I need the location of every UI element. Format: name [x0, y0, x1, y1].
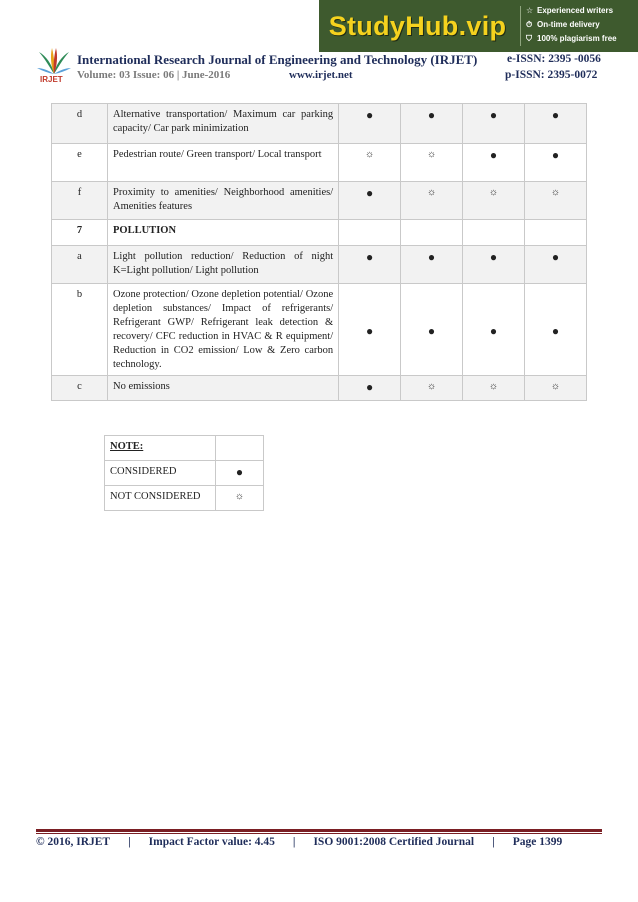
row-id: e	[52, 144, 108, 182]
considered-dot: ●	[365, 108, 374, 122]
table-row	[52, 144, 587, 182]
mark-cell	[463, 144, 525, 182]
ad-divider	[520, 6, 521, 46]
considered-dot: ●	[489, 250, 498, 264]
considered-dot: ●	[551, 250, 560, 264]
page-number: Page 1399	[512, 836, 563, 848]
footer-rule-thin	[36, 833, 602, 834]
considered-dot: ●	[489, 148, 498, 162]
footer-separator: |	[292, 836, 296, 848]
table-row	[52, 246, 587, 284]
ad-feature-list	[526, 4, 636, 46]
not-considered-symbol: ☼	[426, 187, 437, 198]
row-id: 7	[52, 220, 108, 246]
legend-label: CONSIDERED	[105, 461, 216, 486]
footer-separator: |	[492, 836, 495, 848]
not-considered-symbol: ☼	[234, 491, 245, 502]
not-considered-symbol: ☼	[365, 149, 375, 160]
table-row	[52, 284, 587, 376]
mark-cell	[524, 376, 586, 401]
not-considered-symbol: ☼	[550, 187, 561, 198]
mark-cell	[524, 144, 586, 182]
mark-cell	[401, 376, 463, 401]
note-heading: NOTE:	[110, 441, 144, 452]
page-footer	[36, 836, 602, 848]
ad-feature-item	[526, 4, 636, 18]
row-description: Proximity to amenities/ Neighborhood amenities/ Amenities features	[108, 182, 339, 220]
row-id: f	[52, 182, 108, 220]
considered-dot: ●	[427, 108, 436, 122]
leaf-icon	[36, 46, 72, 76]
legend-row	[105, 486, 264, 511]
not-considered-symbol: ☼	[488, 187, 499, 198]
shield-icon: ⛉	[526, 34, 532, 43]
volume-issue: Volume: 03 Issue: 06 | June-2016	[77, 69, 231, 81]
iso-certification: ISO 9001:2008 Certified Journal	[313, 836, 475, 848]
mark-cell	[463, 220, 525, 246]
mark-cell	[524, 284, 586, 376]
considered-dot: ●	[365, 380, 374, 394]
legend-symbol-cell	[216, 486, 264, 511]
legend-row	[105, 436, 264, 461]
logo-text: IRJET	[40, 75, 63, 84]
not-considered-symbol: ☼	[550, 381, 561, 392]
mark-cell	[339, 182, 401, 220]
mark-cell	[401, 144, 463, 182]
irjet-logo	[36, 46, 72, 86]
considered-dot: ●	[489, 323, 498, 338]
mark-cell	[401, 182, 463, 220]
mark-cell	[524, 246, 586, 284]
considered-dot: ●	[427, 323, 436, 338]
considered-dot: ●	[365, 186, 374, 200]
footer-rule	[36, 829, 602, 832]
impact-factor: Impact Factor value: 4.45	[148, 836, 275, 848]
table-row	[52, 220, 587, 246]
mark-cell	[401, 246, 463, 284]
table-row	[52, 104, 587, 144]
mark-cell	[339, 220, 401, 246]
row-description: Light pollution reduction/ Reduction of night K=Light pollution/ Light pollution	[108, 246, 339, 284]
criteria-table	[51, 103, 587, 401]
legend-symbol-cell	[216, 436, 264, 461]
legend-heading	[105, 436, 216, 461]
star-icon: ☆	[526, 6, 534, 15]
considered-dot: ●	[489, 108, 498, 122]
mark-cell	[463, 104, 525, 144]
mark-cell	[524, 220, 586, 246]
mark-cell	[339, 284, 401, 376]
mark-cell	[339, 144, 401, 182]
footer-separator: |	[128, 836, 131, 848]
considered-dot: ●	[427, 250, 436, 264]
legend-table	[104, 435, 264, 511]
legend-label: NOT CONSIDERED	[105, 486, 216, 511]
row-id: c	[52, 376, 108, 401]
row-id: b	[52, 284, 108, 376]
row-description: Alternative transportation/ Maximum car parking capacity/ Car park minimization	[108, 104, 339, 144]
row-description: No emissions	[108, 376, 339, 401]
mark-cell	[463, 246, 525, 284]
page-header	[36, 44, 606, 88]
mark-cell	[339, 104, 401, 144]
table-row	[52, 182, 587, 220]
not-considered-symbol: ☼	[426, 381, 437, 392]
mark-cell	[401, 284, 463, 376]
copyright: © 2016, IRJET	[36, 836, 111, 848]
mark-cell	[524, 104, 586, 144]
considered-dot: ●	[365, 323, 374, 338]
legend-symbol-cell	[216, 461, 264, 486]
website-link[interactable]: www.irjet.net	[289, 69, 353, 81]
mark-cell	[401, 220, 463, 246]
ad-feature-text: 100% plagiarism free	[537, 34, 617, 43]
not-considered-symbol: ☼	[488, 381, 499, 392]
mark-cell	[463, 284, 525, 376]
p-issn: p-ISSN: 2395-0072	[505, 69, 598, 81]
considered-dot: ●	[551, 108, 560, 122]
row-id: d	[52, 104, 108, 144]
section-heading: POLLUTION	[108, 220, 339, 246]
considered-dot: ●	[365, 250, 374, 264]
row-description: Pedestrian route/ Green transport/ Local transport	[108, 144, 339, 182]
mark-cell	[339, 376, 401, 401]
considered-dot: ●	[235, 465, 244, 479]
ad-brand-text: StudyHub.vip	[328, 10, 507, 41]
journal-title: International Research Journal of Engineering and Technology (IRJET)	[77, 52, 478, 67]
legend-row	[105, 461, 264, 486]
row-description: Ozone protection/ Ozone depletion potential/ Ozone depletion substances/ Impact of refrigerants/ Refrigerant GWP/ Refrigerant leak detection & recovery/ CFC reduction in HVAC & R equipment/ Reduction in CO2 emission/ Low & Zero carbon technology.	[108, 284, 339, 376]
row-id: a	[52, 246, 108, 284]
not-considered-symbol: ☼	[426, 149, 437, 160]
mark-cell	[463, 376, 525, 401]
considered-dot: ●	[551, 148, 560, 162]
e-issn: e-ISSN: 2395 -0056	[507, 53, 601, 65]
considered-dot: ●	[551, 323, 560, 338]
ad-feature-text: Experienced writers	[537, 6, 614, 15]
mark-cell	[339, 246, 401, 284]
mark-cell	[401, 104, 463, 144]
table-row	[52, 376, 587, 401]
mark-cell	[463, 182, 525, 220]
mark-cell	[524, 182, 586, 220]
ad-feature-text: On-time delivery	[537, 20, 600, 29]
ad-feature-item	[526, 18, 636, 32]
clock-icon: ⏱	[526, 20, 533, 29]
